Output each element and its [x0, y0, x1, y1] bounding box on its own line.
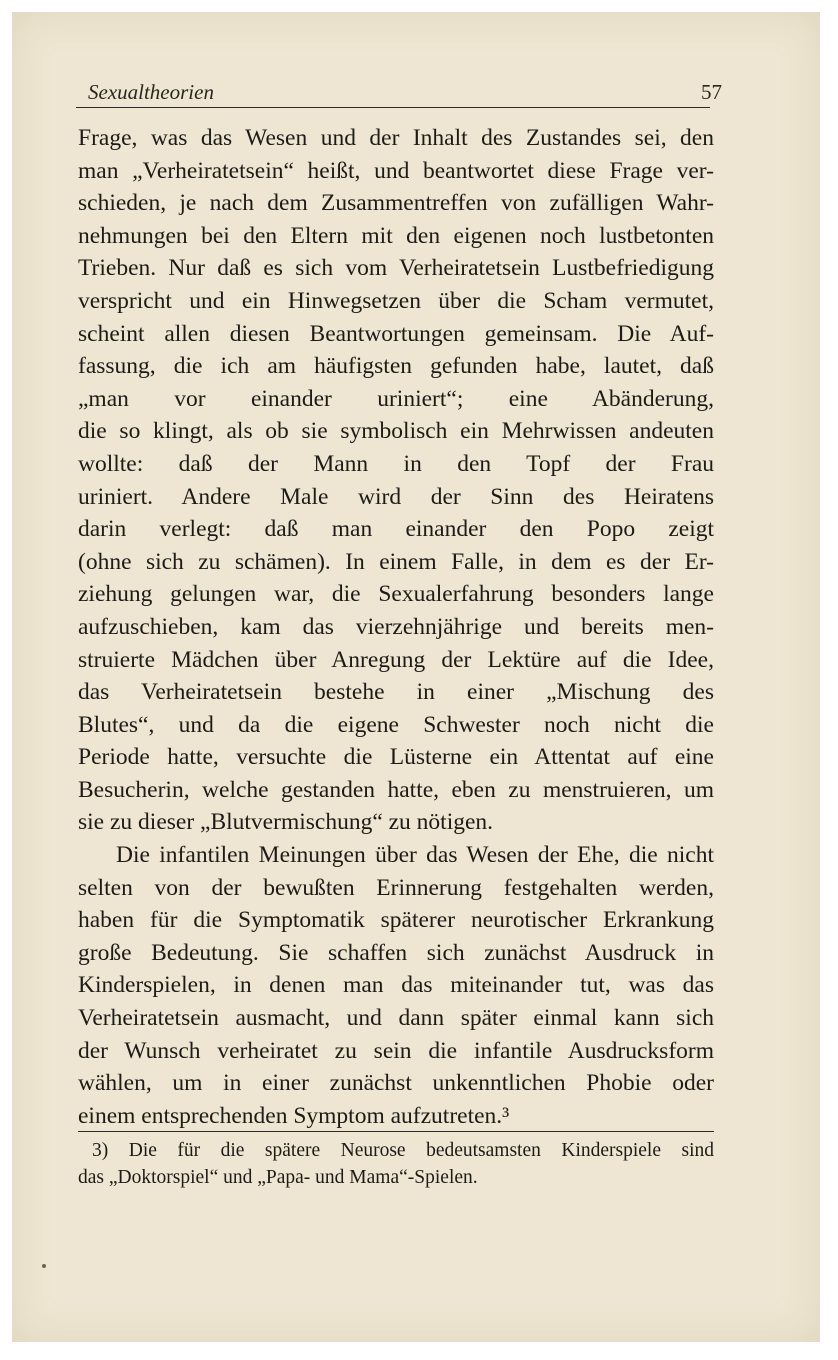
footnote-rule: [78, 1131, 714, 1132]
footnote: [78, 1137, 714, 1191]
text-line: verspricht und ein Hinwegsetzen über die Scham vermutet,: [78, 287, 714, 314]
text-line: nehmungen bei den Eltern mit den eigenen noch lustbetonten: [78, 222, 714, 249]
text-line: Kinderspielen, in denen man das miteinander tut, was das: [78, 972, 714, 999]
footnote-line: das „Doktorspiel“ und „Papa- und Mama“-Spielen.: [78, 1167, 478, 1188]
text-line: der Wunsch verheiratet zu sein die infantile Ausdrucksform: [78, 1037, 714, 1064]
text-line: große Bedeutung. Sie schaffen sich zunächst Ausdruck in: [78, 939, 714, 966]
text-line: einem entsprechenden Symptom aufzutreten.³: [78, 1102, 510, 1129]
footnote-line: 3) Die für die spätere Neurose bedeutsamsten Kinderspiele sind: [92, 1140, 714, 1161]
text-line: man „Verheiratetsein“ heißt, und beantwortet diese Frage ver-: [78, 157, 714, 184]
text-line: ziehung gelungen war, die Sexualerfahrung besonders lange: [78, 581, 714, 608]
text-line: aufzuschieben, kam das vierzehnjährige und bereits men-: [78, 613, 714, 640]
text-line: darin verlegt: daß man einander den Popo zeigt: [78, 516, 714, 543]
text-line: uriniert. Andere Male wird der Sinn des Heiratens: [78, 483, 714, 510]
page-number: 57: [701, 80, 722, 104]
text-line: Frage, was das Wesen und der Inhalt des Zustandes sei, den: [78, 125, 714, 151]
text-line: selten von der bewußten Erinnerung festgehalten werden,: [78, 874, 714, 901]
header-rule: [76, 107, 710, 108]
text-line: das Verheiratetsein bestehe in einer „Mischung des: [78, 679, 714, 706]
text-line: Periode hatte, versuchte die Lüsterne ein Attentat auf eine: [78, 744, 714, 771]
page-speck: [42, 1264, 46, 1268]
text-line: schieden, je nach dem Zusammentreffen von zufälligen Wahr-: [78, 190, 714, 217]
text-line: haben für die Symptomatik späterer neurotischer Erkrankung: [78, 907, 714, 934]
text-line: (ohne sich zu schämen). In einem Falle, in dem es der Er-: [78, 548, 714, 575]
text-line: Verheiratetsein ausmacht, und dann später einmal kann sich: [78, 1005, 714, 1032]
text-line: wählen, um in einer zunächst unkenntlichen Phobie oder: [78, 1070, 714, 1097]
running-header: [88, 80, 722, 105]
text-line: wollte: daß der Mann in den Topf der Frau: [78, 450, 714, 477]
text-line: Besucherin, welche gestanden hatte, eben zu menstruieren, um: [78, 776, 714, 803]
text-line: „man vor einander uriniert“; eine Abänderung,: [78, 385, 714, 412]
text-line: die so klingt, als ob sie symbolisch ein Mehrwissen andeuten: [78, 418, 714, 445]
text-line: struierte Mädchen über Anregung der Lektüre auf die Idee,: [78, 646, 714, 673]
text-line: Die infantilen Meinungen über das Wesen der Ehe, die nicht: [116, 842, 714, 869]
running-title: Sexualtheorien: [88, 80, 214, 104]
text-line: sie zu dieser „Blutvermischung“ zu nötigen.: [78, 809, 494, 836]
text-line: Blutes“, und da die eigene Schwester noch nicht die: [78, 711, 714, 738]
text-line: fassung, die ich am häufigsten gefunden habe, lautet, daß: [78, 353, 714, 380]
text-line: Trieben. Nur daß es sich vom Verheiratetsein Lustbefriedigung: [78, 255, 714, 282]
body-text: [78, 122, 714, 1132]
text-line: scheint allen diesen Beantwortungen gemeinsam. Die Auf-: [78, 320, 714, 347]
